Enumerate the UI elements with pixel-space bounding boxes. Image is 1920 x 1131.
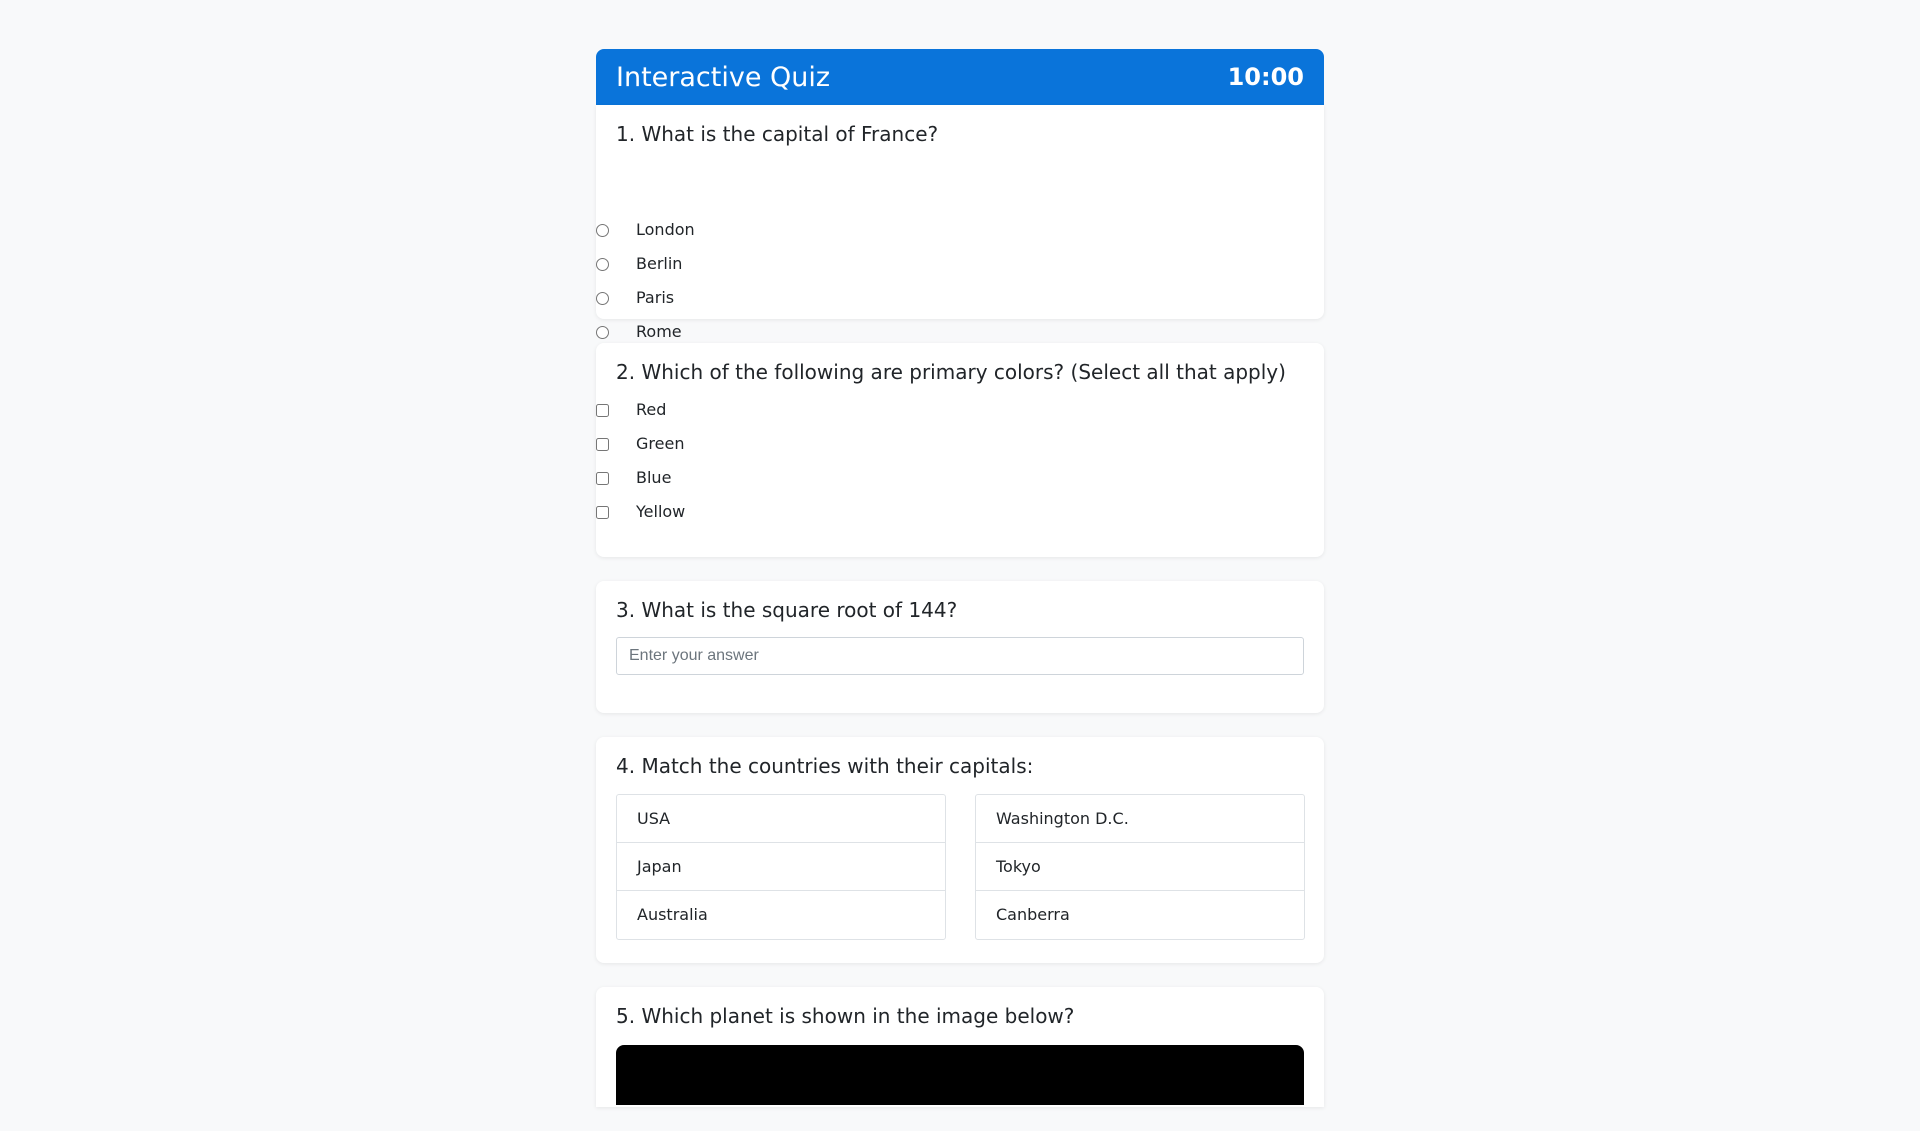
match-item-capital[interactable]: Washington D.C.	[976, 795, 1304, 843]
match-item-country[interactable]: Australia	[637, 905, 708, 924]
match-item-country[interactable]: USA	[617, 795, 945, 843]
option-label: Yellow	[636, 502, 686, 521]
planet-image	[616, 1045, 1304, 1105]
quiz-timer: 10:00	[1227, 63, 1304, 91]
radio-paris[interactable]	[596, 292, 609, 305]
question-3-text: 3. What is the square root of 144?	[616, 598, 958, 622]
question-5-text: 5. Which planet is shown in the image below?	[616, 1004, 1075, 1028]
question-2-text: 2. Which of the following are primary colors? (Select all that apply)	[616, 360, 1286, 384]
option-london[interactable]	[596, 220, 796, 240]
match-item-capital[interactable]: Tokyo	[976, 843, 1304, 891]
option-paris[interactable]	[596, 288, 796, 308]
quiz-container	[596, 49, 1324, 1131]
checkbox-green[interactable]	[596, 438, 609, 451]
capitals-list	[975, 794, 1305, 940]
question-card-3	[596, 581, 1324, 713]
quiz-header	[596, 49, 1324, 105]
match-item-capital[interactable]: Canberra	[996, 905, 1070, 924]
question-card-1	[596, 105, 1324, 341]
option-label: Red	[636, 400, 667, 419]
option-red[interactable]	[596, 400, 796, 420]
question-card-2	[596, 343, 1324, 557]
question-1-text: 1. What is the capital of France?	[616, 122, 939, 146]
match-item-country[interactable]: Japan	[617, 843, 945, 891]
countries-list	[616, 794, 946, 940]
option-yellow[interactable]	[596, 502, 796, 522]
checkbox-blue[interactable]	[596, 472, 609, 485]
radio-london[interactable]	[596, 224, 609, 237]
option-rome[interactable]	[596, 322, 796, 342]
question-card-4	[596, 737, 1324, 963]
option-label: Berlin	[636, 254, 683, 273]
option-blue[interactable]	[596, 468, 796, 488]
option-label: Rome	[636, 322, 682, 341]
option-label: London	[636, 220, 695, 239]
radio-berlin[interactable]	[596, 258, 609, 271]
checkbox-red[interactable]	[596, 404, 609, 417]
question-4-text: 4. Match the countries with their capitals:	[616, 754, 1034, 778]
option-green[interactable]	[596, 434, 796, 454]
question-card-5	[596, 987, 1324, 1107]
option-label: Paris	[636, 288, 675, 307]
option-label: Green	[636, 434, 685, 453]
quiz-title: Interactive Quiz	[616, 61, 831, 93]
checkbox-yellow[interactable]	[596, 506, 609, 519]
radio-rome[interactable]	[596, 326, 609, 339]
answer-input[interactable]	[616, 637, 1304, 675]
option-berlin[interactable]	[596, 254, 796, 274]
option-label: Blue	[636, 468, 672, 487]
